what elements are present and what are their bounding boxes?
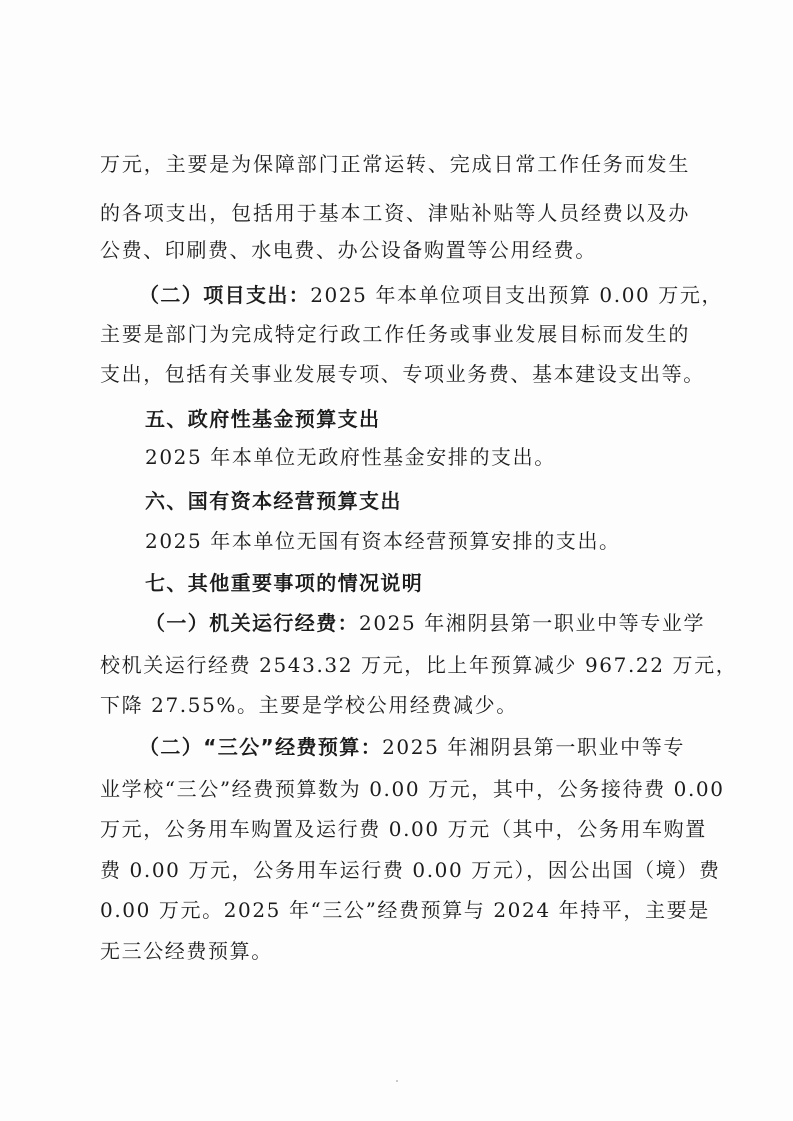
paragraph-line: 公费、印刷费、水电费、办公设备购置等公用经费。	[100, 238, 597, 262]
paragraph-line: 0.00 万元。2025 年“三公”经费预算与 2024 年持平，主要是	[100, 898, 710, 922]
paragraph-line: 无三公经费预算。	[100, 939, 273, 963]
section-label: （二）“三公”经费预算：	[139, 735, 383, 759]
section-label: （二）项目支出：	[139, 283, 311, 307]
paragraph-line: 主要是部门为完成特定行政工作任务或事业发展目标而发生的	[100, 322, 690, 346]
paragraph-line: 2025 年本单位无国有资本经营预算安排的支出。	[145, 529, 621, 553]
section-label: （一）机关运行经费：	[145, 611, 359, 635]
paragraph-text: 2025 年湘阴县第一职业中等专	[382, 735, 685, 759]
paragraph-line: 支出，包括有关事业发展专项、专项业务费、基本建设支出等。	[100, 362, 705, 386]
paragraph-line: 业学校“三公”经费预算数为 0.00 万元，其中，公务接待费 0.00	[100, 777, 725, 801]
paragraph-line: 2025 年本单位无政府性基金安排的支出。	[145, 445, 556, 469]
section-heading: 七、其他重要事项的情况说明	[145, 571, 424, 595]
paragraph-line	[139, 282, 724, 308]
paragraph-line: 下降 27.55%。主要是学校公用经费减少。	[100, 693, 518, 717]
paragraph-line: 费 0.00 万元，公务用车运行费 0.00 万元），因公出国（境）费	[100, 858, 721, 882]
paragraph-line: 的各项支出，包括用于基本工资、津贴补贴等人员经费以及办	[100, 201, 690, 225]
section-heading: 六、国有资本经营预算支出	[145, 489, 402, 513]
paragraph-line: 万元，公务用车购置及运行费 0.00 万元（其中，公务用车购置	[100, 817, 707, 841]
paragraph-text: 2025 年湘阴县第一职业中等专业学	[359, 611, 706, 635]
section-heading: 五、政府性基金预算支出	[145, 407, 381, 431]
paragraph-text: 2025 年本单位项目支出预算 0.00 万元，	[310, 283, 724, 307]
paragraph-line: 万元，主要是为保障部门正常运转、完成日常工作任务而发生	[100, 152, 690, 176]
paragraph-line	[139, 734, 690, 760]
scan-dot	[396, 1080, 398, 1082]
paragraph-line: 校机关运行经费 2543.32 万元，比上年预算减少 967.22 万元，	[100, 653, 738, 677]
paragraph-line	[145, 610, 706, 636]
